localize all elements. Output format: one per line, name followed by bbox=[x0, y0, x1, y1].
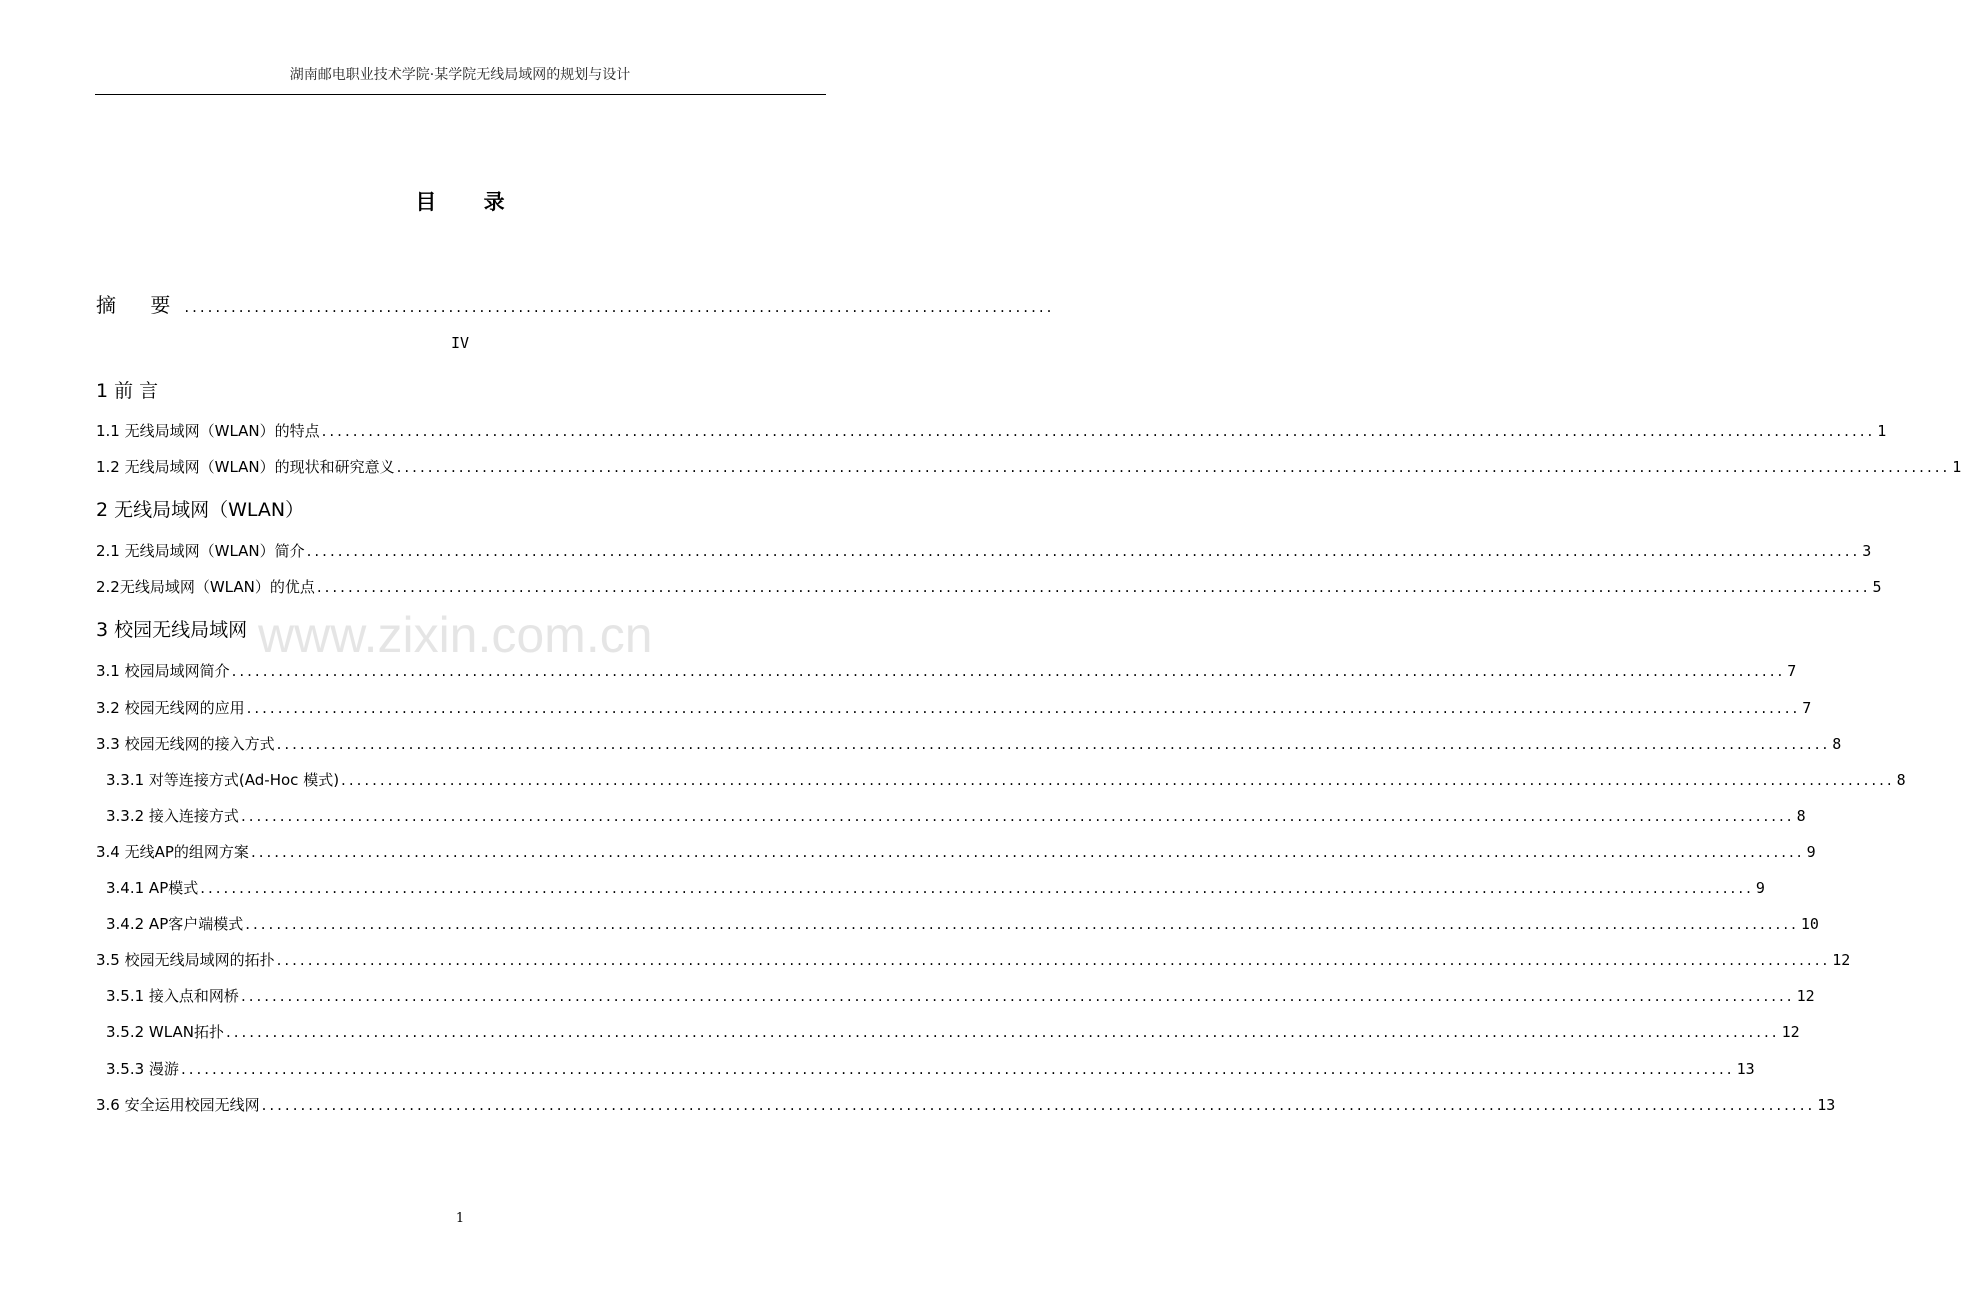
toc-entry-label: 3.4 无线AP的组网方案 bbox=[96, 843, 249, 861]
toc-entry-label: 3.6 安全运用校园无线网 bbox=[96, 1096, 260, 1114]
toc-entry-label: 2.2无线局域网（WLAN）的优点 bbox=[96, 578, 315, 596]
toc-leader-dots: ........................................................................................................................................................................................................ bbox=[316, 578, 1871, 596]
toc-entry-label: 2.1 无线局域网（WLAN）简介 bbox=[96, 542, 305, 560]
toc-section-row[interactable] bbox=[96, 420, 1887, 441]
footer-page-number: 1 bbox=[455, 1211, 465, 1226]
toc-section-row[interactable] bbox=[96, 697, 1812, 718]
toc-leader-dots: ........................................................................................................................................................................................................ bbox=[396, 458, 1951, 476]
running-header: 湖南邮电职业技术学院·某学院无线局域网的规划与设计 bbox=[289, 67, 631, 83]
toc-subsection-row[interactable] bbox=[106, 1058, 1755, 1079]
toc-subsection-row[interactable] bbox=[106, 1021, 1800, 1042]
toc-page-number: 12 bbox=[1781, 1023, 1800, 1041]
toc-leader-dots: ........................................................................................................................................................................................................ bbox=[240, 987, 1795, 1005]
toc-section-row[interactable] bbox=[96, 540, 1872, 561]
toc-entry-label: 3.5.3 漫游 bbox=[106, 1060, 179, 1078]
toc-page-number: 5 bbox=[1872, 578, 1882, 596]
toc-page-number: 13 bbox=[1817, 1096, 1836, 1114]
toc-page-number: 1 bbox=[1877, 422, 1887, 440]
toc-chapter-heading[interactable]: 3 校园无线局域网 bbox=[96, 619, 248, 641]
toc-section-row[interactable] bbox=[96, 1094, 1836, 1115]
toc-leader-dots: ........................................................................................................................................................................................................ bbox=[225, 1023, 1780, 1041]
toc-leader-dots: ................................................................................................................ bbox=[184, 298, 1055, 316]
toc-leader-dots: ........................................................................................................................................................................................................ bbox=[231, 662, 1786, 680]
toc-page-number: 8 bbox=[1832, 735, 1842, 753]
toc-section-row[interactable] bbox=[96, 660, 1797, 681]
toc-page-number: 1 bbox=[1952, 458, 1961, 476]
toc-section-row[interactable] bbox=[96, 576, 1882, 597]
toc-page-number: 13 bbox=[1736, 1060, 1755, 1078]
toc-entry-label: 3.3.2 接入连接方式 bbox=[106, 807, 239, 825]
toc-abstract-label: 摘 要 bbox=[96, 293, 185, 317]
toc-leader-dots: ........................................................................................................................................................................................................ bbox=[341, 771, 1895, 789]
toc-page-number: 9 bbox=[1806, 843, 1816, 861]
toc-leader-dots: ........................................................................................................................................................................................................ bbox=[321, 422, 1876, 440]
toc-section-row[interactable] bbox=[96, 949, 1851, 970]
toc-abstract-page: IV bbox=[450, 334, 470, 352]
toc-entry-label: 3.2 校园无线网的应用 bbox=[96, 699, 245, 717]
toc-entry-label: 3.3.1 对等连接方式(Ad-Hoc 模式) bbox=[106, 771, 340, 789]
toc-entry-label: 3.5.1 接入点和网桥 bbox=[106, 987, 239, 1005]
toc-abstract-row[interactable] bbox=[96, 289, 1055, 318]
toc-leader-dots: ........................................................................................................................................................................................................ bbox=[246, 699, 1801, 717]
toc-leader-dots: ........................................................................................................................................................................................................ bbox=[245, 915, 1799, 933]
toc-entry-label: 1.1 无线局域网（WLAN）的特点 bbox=[96, 422, 320, 440]
toc-page-number: 12 bbox=[1796, 987, 1815, 1005]
toc-subsection-row[interactable] bbox=[106, 985, 1815, 1006]
page-title: 目 录 bbox=[415, 190, 525, 214]
toc-page-number: 8 bbox=[1896, 771, 1906, 789]
toc-entry-label: 3.5 校园无线局域网的拓扑 bbox=[96, 951, 275, 969]
toc-section-row[interactable] bbox=[96, 841, 1816, 862]
toc-chapter-heading[interactable]: 1 前 言 bbox=[96, 380, 159, 402]
toc-subsection-row[interactable] bbox=[106, 877, 1765, 898]
toc-section-row[interactable] bbox=[96, 733, 1842, 754]
toc-leader-dots: ........................................................................................................................................................................................................ bbox=[276, 735, 1831, 753]
toc-page-number: 7 bbox=[1787, 662, 1797, 680]
toc-page-number: 12 bbox=[1832, 951, 1851, 969]
toc-leader-dots: ........................................................................................................................................................................................................ bbox=[250, 843, 1805, 861]
toc-entry-label: 3.1 校园局域网简介 bbox=[96, 662, 230, 680]
toc-page-number: 7 bbox=[1802, 699, 1812, 717]
toc-entry-label: 3.4.1 AP模式 bbox=[106, 879, 199, 897]
toc-leader-dots: ........................................................................................................................................................................................................ bbox=[306, 542, 1861, 560]
toc-entry-label: 3.4.2 AP客户端模式 bbox=[106, 915, 244, 933]
toc-page-number: 10 bbox=[1800, 915, 1819, 933]
toc-page-number: 3 bbox=[1862, 542, 1872, 560]
toc-leader-dots: ........................................................................................................................................................................................................ bbox=[200, 879, 1754, 897]
toc-subsection-row[interactable] bbox=[106, 913, 1819, 934]
toc-entry-label: 1.2 无线局域网（WLAN）的现状和研究意义 bbox=[96, 458, 395, 476]
toc-subsection-row[interactable] bbox=[106, 805, 1806, 826]
toc-chapter-heading[interactable]: 2 无线局域网（WLAN） bbox=[96, 499, 305, 521]
toc-leader-dots: ........................................................................................................................................................................................................ bbox=[261, 1096, 1816, 1114]
watermark: www.zixin.com.cn bbox=[258, 607, 653, 663]
toc-page-number: 8 bbox=[1796, 807, 1806, 825]
toc-page-number: 9 bbox=[1755, 879, 1765, 897]
toc-entry-label: 3.5.2 WLAN拓扑 bbox=[106, 1023, 224, 1041]
toc-subsection-row[interactable] bbox=[106, 769, 1906, 790]
toc-leader-dots: ........................................................................................................................................................................................................ bbox=[180, 1060, 1735, 1078]
toc-leader-dots: ........................................................................................................................................................................................................ bbox=[276, 951, 1831, 969]
toc-leader-dots: ........................................................................................................................................................................................................ bbox=[240, 807, 1795, 825]
toc-entry-label: 3.3 校园无线网的接入方式 bbox=[96, 735, 275, 753]
header-rule bbox=[95, 94, 826, 95]
toc-section-row[interactable] bbox=[96, 456, 1961, 477]
